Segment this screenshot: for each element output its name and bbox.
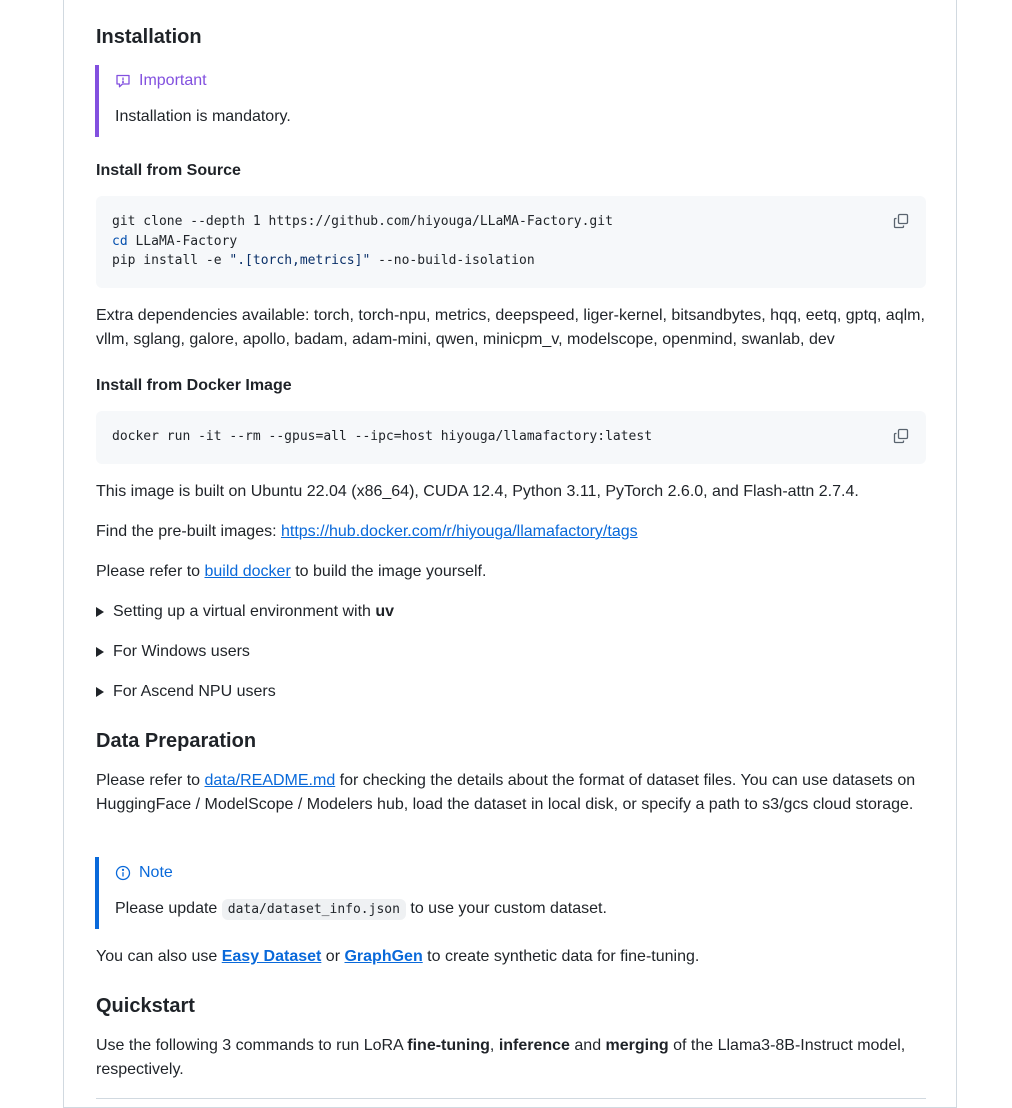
details-windows[interactable] [96,640,250,664]
data-preparation-paragraph [96,769,926,817]
code-line-1: git clone --depth 1 https://github.com/hiyouga/LLaMA-Factory.git [112,214,613,229]
also-post: to create synthetic data for fine-tuning. [422,948,700,965]
install-docker-heading: Install from Docker Image [96,377,292,394]
docker-refer-pre: Please refer to [96,563,205,580]
install-source-heading: Install from Source [96,162,241,179]
data-preparation-heading: Data Preparation [96,730,257,752]
details-windows-label: For Windows users [113,643,250,660]
comment-report-icon [115,73,131,89]
note-alert-title [115,861,926,885]
important-alert-text: Installation is mandatory. [115,108,291,125]
details-ascend-label: For Ascend NPU users [113,683,276,700]
data-prep-post: for checking the details about the format of dataset files. You can use datasets on HuggingFace / ModelScope / Modelers hub, load the dataset in local disk, or specify a path to s3/gcs cloud storage. [96,772,916,813]
docker-hub-link[interactable]: https://hub.docker.com/r/hiyouga/llamafactory/tags [280,523,638,540]
important-alert-title [115,69,926,93]
docker-find-paragraph [96,520,638,544]
extra-dependencies-text: Extra dependencies available: torch, torch-npu, metrics, deepspeed, liger-kernel, bitsandbytes, hqq, eetq, gptq, aqlm, vllm, sglang, galore, apollo, badam, adam-mini, qwen, minicpm_v, modelscope, openmind, swanlab, dev [96,307,925,348]
important-alert-label: Important [139,72,207,89]
install-source-codeblock [96,196,926,288]
copy-icon [893,428,909,444]
docker-built-on-text: This image is built on Ubuntu 22.04 (x86_64), CUDA 12.4, Python 3.11, PyTorch 2.6.0, and Flash-attn 2.7.4. [96,483,859,500]
quickstart-paragraph [96,1034,926,1082]
data-readme-link[interactable]: data/README.md [204,772,336,789]
code-line-2-rest: LLaMA-Factory [127,233,238,249]
docker-refer-post: to build the image yourself. [290,563,487,580]
disclosure-triangle-icon [96,647,104,657]
code-line-3-post: --no-build-isolation [370,253,535,268]
also-mid: or [321,948,345,965]
build-docker-link[interactable]: build docker [204,563,291,580]
disclosure-triangle-icon [96,687,104,697]
quickstart-heading: Quickstart [96,995,195,1017]
docker-code-line: docker run -it --rm --gpus=all --ipc=host hiyouga/llamafactory:latest [112,429,653,444]
graphgen-link[interactable]: GraphGen [344,948,423,965]
dataset-info-code: data/dataset_info.json [222,899,406,920]
note-alert-label: Note [139,864,173,881]
qs-fine-tuning: fine-tuning [407,1037,490,1054]
docker-find-text: Find the pre-built images: [96,523,281,540]
qs-merging: merging [605,1037,669,1054]
install-docker-codeblock [96,411,926,464]
qs-inference: inference [498,1037,570,1054]
copy-button[interactable] [890,210,912,232]
synthetic-data-paragraph [96,945,699,969]
installation-heading: Installation [96,26,202,48]
details-uv-bold: uv [375,603,395,620]
code-line-3-str: ".[torch,metrics]" [229,253,371,268]
note-alert [95,857,926,929]
note-text-pre: Please update [115,900,222,917]
copy-icon [893,213,909,229]
code-line-2-cmd: cd [112,233,128,249]
easy-dataset-link[interactable]: Easy Dataset [221,948,322,965]
disclosure-triangle-icon [96,607,104,617]
note-text-post: to use your custom dataset. [405,900,607,917]
section-divider [96,1098,926,1099]
qs-sep1: , [489,1037,499,1054]
info-icon [115,865,131,881]
qs-pre: Use the following 3 commands to run LoRA [96,1037,408,1054]
also-pre: You can also use [96,948,222,965]
important-alert [95,65,926,137]
details-uv[interactable] [96,600,394,624]
code-line-3-pre: pip install -e [112,253,230,268]
qs-sep2: and [569,1037,606,1054]
docker-refer-paragraph [96,560,486,584]
details-uv-label: Setting up a virtual environment with [113,603,376,620]
copy-button[interactable] [890,425,912,447]
details-ascend[interactable] [96,680,276,704]
note-alert-text [115,897,926,922]
data-prep-pre: Please refer to [96,772,205,789]
qs-post: of the Llama3-8B-Instruct model, respectively. [96,1037,906,1078]
